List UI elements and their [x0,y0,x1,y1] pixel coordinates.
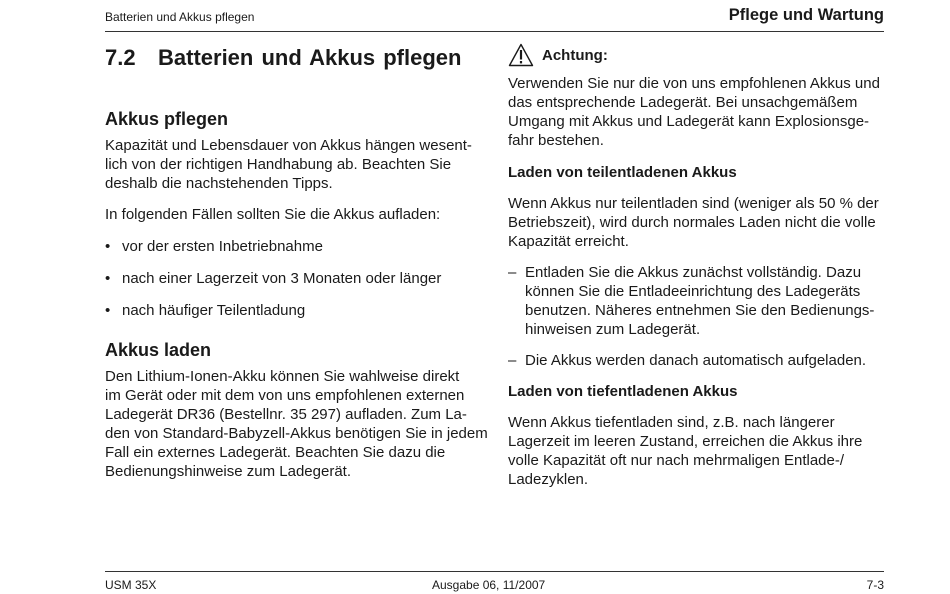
text-line: Lagerzeit im leeren Zustand, erreichen die Akkus ihre [508,433,863,450]
text-line: Entladen Sie die Akkus zunächst vollständig. Dazu [525,264,862,281]
text-line: Wenn Akkus nur teilentladen sind (weniger als 50 % der [508,195,879,212]
text-line: benutzen. Näheres entnehmen Sie den Bedienungs- [525,302,875,319]
text-line: Kapazität erreicht. [508,233,629,250]
text-line: lich von der richtigen Handhabung ab. Beachten Sie [105,156,452,173]
text-line: Ladezyklen. [508,471,589,488]
text-line: deshalb die nachstehenden Tipps. [105,175,333,192]
text-line: hinweisen zum Ladegerät. [525,321,701,338]
list-item: • vor der ersten Inbetriebnahme [105,237,490,256]
footer-product: USM 35X [105,578,157,592]
list-item: • nach einer Lagerzeit von 3 Monaten oder länger [105,269,490,288]
running-header-right: Pflege und Wartung [728,6,884,24]
text-line: den von Standard-Babyzell-Akkus benötigen Sie in jedem [105,425,488,442]
text-line: Umgang mit Akkus und Ladegerät kann Explosionsge- [508,113,870,130]
paragraph-deeply-discharged [508,413,888,489]
left-column [105,42,490,481]
text-line: Fall ein externes Ladegerät. Beachten Sie dazu die [105,444,446,461]
running-header-left: Batterien und Akkus pflegen [105,10,255,24]
section-title-akkus-laden: Akkus laden [105,340,212,360]
text-line: Kapazität und Lebensdauer von Akkus hängen wesent- [105,137,472,154]
right-column [508,42,888,489]
text-line: das entsprechende Ladegerät. Bei unsachgemäßem [508,94,858,111]
list-item: • nach häufiger Teilentladung [105,301,490,320]
warning-heading [508,42,888,68]
header-rule [105,31,884,32]
page-number: 7-3 [866,578,884,592]
chapter-title: Batterien und Akkus pflegen [158,45,462,70]
text-line: Verwenden Sie nur die von uns empfohlenen Akkus und [508,75,880,92]
list-item: – Die Akkus werden danach automatisch aufgeladen. [508,351,888,370]
text-line: können Sie die Entladeeinrichtung des Ladegeräts [525,283,861,300]
subheading-partially-discharged: Laden von teilentladenen Akkus [508,164,737,181]
chapter-heading [105,44,490,72]
text-line: Betriebszeit), wird durch normales Laden nicht die volle [508,214,876,231]
section-title-akkus-pflegen: Akkus pflegen [105,109,229,129]
text-line: im Gerät oder mit dem von uns empfohlenen externen [105,387,465,404]
paragraph-charge-cases: In folgenden Fällen sollten Sie die Akkus aufladen: [105,206,441,223]
text-line: fahr bestehen. [508,132,604,149]
paragraph-care-intro [105,136,490,193]
text-line: Wenn Akkus tiefentladen sind, z.B. nach längerer [508,414,835,431]
chapter-number: 7.2 [105,45,136,70]
warning-label: Achtung: [542,46,608,64]
text-line: Bedienungshinweise zum Ladegerät. [105,463,351,480]
warning-triangle-icon [508,43,534,67]
list-item [508,263,888,339]
text-line: Ladegerät DR36 (Bestellnr. 35 297) aufladen. Zum La- [105,406,467,423]
footer-rule [105,571,884,572]
text-line: Den Lithium-Ionen-Akku können Sie wahlweise direkt [105,368,460,385]
warning-text [508,74,888,150]
footer-edition: Ausgabe 06, 11/2007 [432,578,546,592]
discharge-steps-list [508,263,888,370]
charge-cases-list [105,237,490,320]
paragraph-charging [105,367,490,481]
text-line: volle Kapazität oft nur nach mehrmaligen Entlade-/ [508,452,845,469]
subheading-deeply-discharged: Laden von tiefentladenen Akkus [508,383,738,400]
paragraph-partially-discharged [508,194,888,251]
